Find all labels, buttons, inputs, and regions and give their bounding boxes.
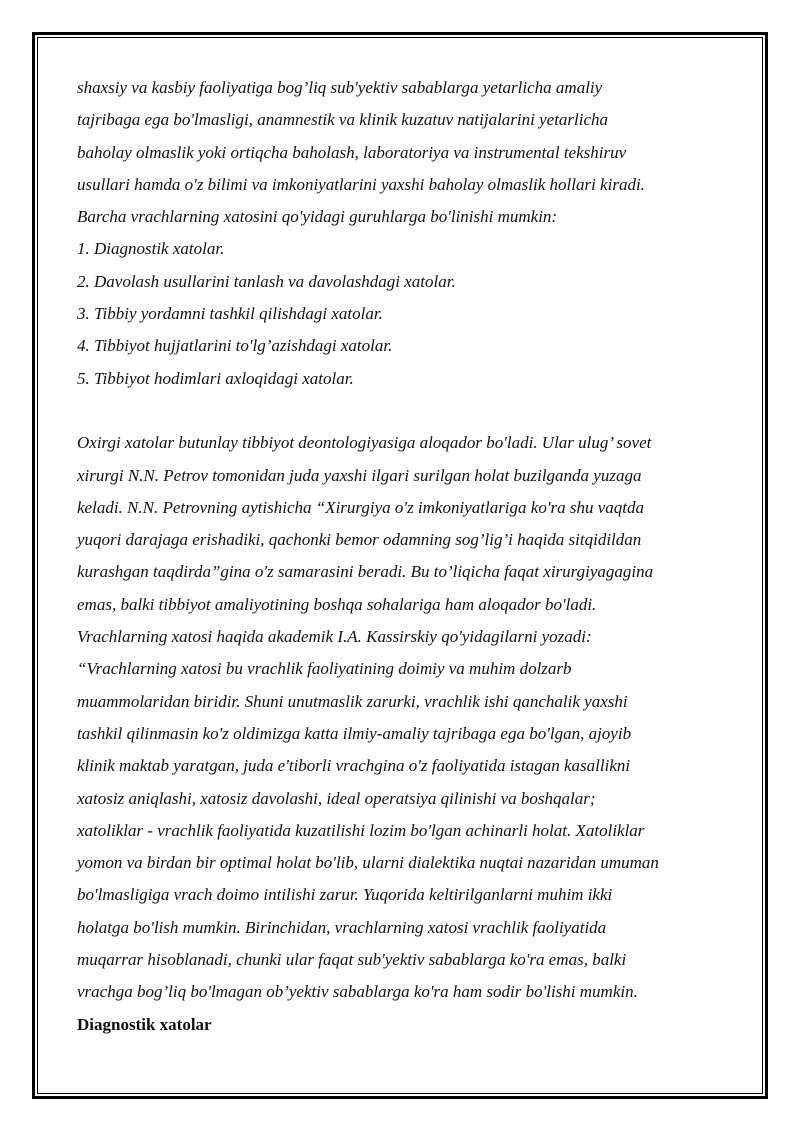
paragraph-main [77, 427, 737, 1008]
text-line: klinik maktab yaratgan, juda e'tiborli vrachgina o'z faoliyatida istagan kasallikni [77, 756, 631, 776]
text-line: baholay olmaslik yoki ortiqcha baholash, laboratoriya va instrumental tekshiruv [77, 142, 627, 162]
text-line: xirurgi N.N. Petrov tomonidan juda yaxshi ilgari surilgan holat buzilganda yuzaga [77, 465, 642, 485]
text-line: Oxirgi xatolar butunlay tibbiyot deontologiyasiga aloqador bo'ladi. Ular ulug’ sovet [77, 433, 652, 453]
text-line: keladi. N.N. Petrovning aytishicha “Xirurgiya o'z imkoniyatlariga ko'ra shu vaqtda [77, 497, 644, 517]
list-item: 5. Tibbiyot hodimlari axloqidagi xatolar. [77, 368, 354, 388]
text-line: emas, balki tibbiyot amaliyotining boshqa sohalariga ham aloqador bo'ladi. [77, 594, 597, 614]
paragraph-intro [77, 72, 737, 233]
text-line: yuqori darajaga erishadiki, qachonki bemor odamning sog’lig’i haqida sitqidildan [77, 530, 642, 550]
text-line: shaxsiy va kasbiy faoliyatiga bog’liq sub'yektiv sabablarga yetarlicha amaliy [77, 78, 603, 97]
text-line: tajribaga ega bo'lmasligi, anamnestik va klinik kuzatuv natijalarini yetarlicha [77, 110, 609, 130]
error-types-list [77, 233, 737, 394]
text-line: yomon va birdan bir optimal holat bo'lib, ularni dialektika nuqtai nazaridan umuman [77, 853, 659, 873]
text-line: muammolaridan biridir. Shuni unutmaslik zarurki, vrachlik ishi qanchalik yaxshi [77, 691, 628, 711]
text-line: Vrachlarning xatosi haqida akademik I.A. Kassirskiy qo'yidagilarni yozadi: [77, 627, 592, 647]
list-item: 1. Diagnostik xatolar. [77, 239, 225, 259]
text-line: xatosiz aniqlashi, xatosiz davolashi, ideal operatsiya qilinishi va boshqalar; [77, 788, 596, 808]
text-line: Barcha vrachlarning xatosini qo'yidagi guruhlarga bo'linishi mumkin: [77, 207, 558, 227]
text-line: tashkil qilinmasin ko'z oldimizga katta ilmiy-amaliy tajribaga ega bo'lgan, ajoyib [77, 723, 632, 743]
text-line: “Vrachlarning xatosi bu vrachlik faoliyatining doimiy va muhim dolzarb [77, 659, 572, 679]
paragraph-spacer [77, 395, 737, 427]
list-item: 4. Tibbiyot hujjatlarini to'lg’azishdagi xatolar. [77, 336, 393, 356]
section-heading: Diagnostik xatolar [77, 1014, 212, 1034]
text-line: muqarrar hisoblanadi, chunki ular faqat sub'yektiv sabablarga ko'ra emas, balki [77, 950, 627, 970]
text-line: xatoliklar - vrachlik faoliyatida kuzatilishi lozim bo'lgan achinarli holat. Xatoliklar [77, 820, 645, 840]
list-item: 3. Tibbiy yordamni tashkil qilishdagi xatolar. [77, 304, 383, 324]
list-item: 2. Davolash usullarini tanlash va davolashdagi xatolar. [77, 271, 456, 291]
document-body [77, 72, 737, 1041]
text-line: vrachga bog’liq bo'lmagan ob’yektiv sabablarga ko'ra ham sodir bo'lishi mumkin. [77, 982, 638, 1002]
text-line: bo'lmasligiga vrach doimo intilishi zarur. Yuqorida keltirilganlarni muhim ikki [77, 885, 613, 905]
text-line: holatga bo'lish mumkin. Birinchidan, vrachlarning xatosi vrachlik faoliyatida [77, 917, 607, 937]
text-line: kurashgan taqdirda”gina o'z samarasini beradi. Bu to’liqicha faqat xirurgiyagagina [77, 562, 654, 582]
text-line: usullari hamda o'z bilimi va imkoniyatlarini yaxshi baholay olmaslik hollari kiradi. [77, 174, 645, 194]
